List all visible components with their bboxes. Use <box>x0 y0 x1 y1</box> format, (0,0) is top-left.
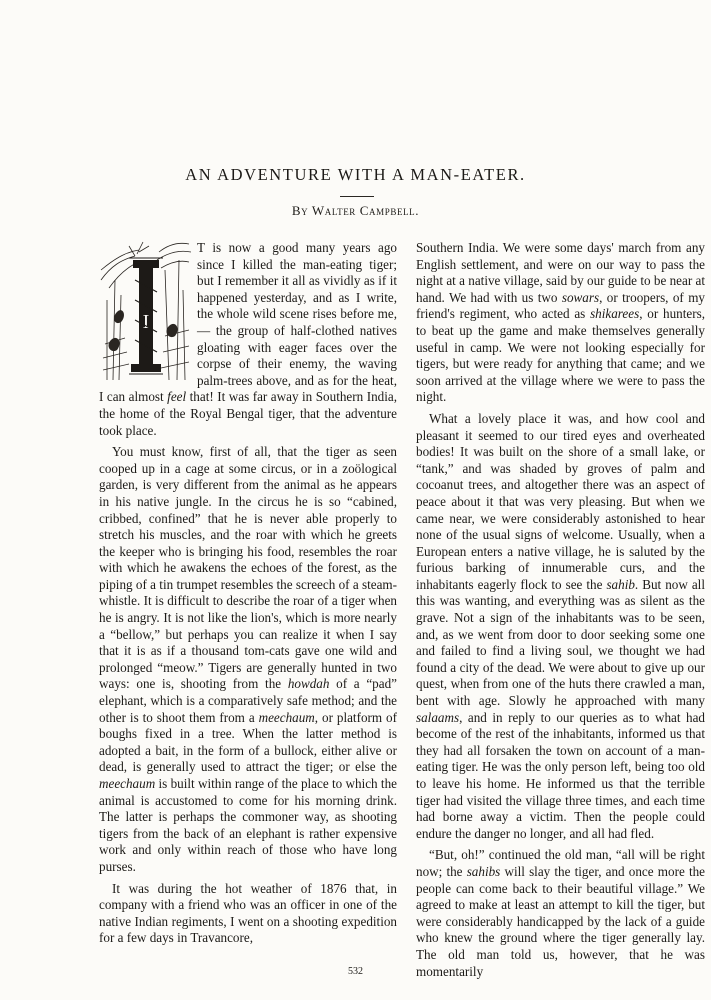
italic-term: sahibs <box>466 863 501 879</box>
paragraph <box>99 444 397 875</box>
article-byline: By Walter Campbell. <box>291 203 420 218</box>
text-run: It was during the hot weather of 1876 that, in company with a friend who was an officer in one of the native Indian regiments, I went on a shooting expedition for a few days in Travancore, <box>99 880 397 946</box>
text-run: is built within range of the place to which the animal is accustomed to come for his morning drink. The latter is perhaps the commoner way, as shooting tigers from the back of an elephant is rather expensive work and only within reach of those who have long purses. <box>99 776 397 874</box>
text-run: T is now a good many years ago since I killed the man-eating tiger; but I remember it all as vividly as if it happened yesterday, and as I write, the whole wild scene rises before me,— the group of half-clothed natives gloating with eager faces over the corpse of their enemy, the waving palm-trees above, and as for the heat, I can almost <box>99 240 397 405</box>
page-number: 532 <box>348 966 363 977</box>
text-run: Southern India. We were some days' march from any English settlement, and were on our way to pass the night at a native village, said by our guide to be near at hand. We had with us two <box>416 240 705 305</box>
paragraph <box>416 847 705 980</box>
dropcap-illustration <box>99 240 191 382</box>
italic-term: howdah <box>287 676 330 692</box>
dropcap-palm-illustration-icon <box>99 240 191 382</box>
text-run: , or troopers, of my friend's regiment, who acted as <box>416 289 705 322</box>
text-run: will slay the tiger, and once more the people can come back to their beautiful village.” We agreed to make at least an attempt to kill the tiger, but were considerably handicapped by the lack of a guide who knew the ground where the tiger generally lay. The old man told us, however, that he was momentarily <box>416 863 705 979</box>
paragraph <box>416 411 705 842</box>
italic-term: sowars <box>561 289 600 305</box>
text-run: , or platform of boughs fixed in a tree. When the latter method is adopted a bait, in the form of a bullock, either alive or dead, is generally used to attract the tiger; or else the <box>99 709 397 775</box>
right-column-text <box>416 240 705 980</box>
text-run: What a lovely place it was, and how cool and pleasant it seemed to our tired eyes and overheated bodies! It was built on the shore of a small lake, or “tank,” and was shaded by groves of palm and cocoanut trees, and altogether there was an aspect of peace about it that was very pleasing. But when we came near, we were considerably astonished to hear none of the usual signs of welcome. Usually, when a European enters a native village, he is saluted by the furious barking of innumerable curs, and the inhabitants eagerly flock to see the <box>416 410 705 592</box>
italic-term: feel <box>167 389 187 405</box>
italic-term: shikarees <box>590 306 640 322</box>
paragraph <box>416 240 705 406</box>
text-run: , and in reply to our queries as to what had become of the rest of the inhabitants, informed us that they had all forsaken the town on account of a man-eating tiger. He was the only person left, being too old to leave his home. He informed us that the terrible tiger had visited the village three times, and each time had borne away a victim. Then the people could endure the danger no longer, and all had fled. <box>416 709 705 841</box>
text-run: You must know, first of all, that the tiger as seen cooped up in a cage at some circus, or in a zoölogical garden, is very different from the animal as he appears in his native jungle. In the circus he is so “cabined, cribbed, confined” that he is never able properly to stretch his muscles, and the roar with which he greets the keeper who is bringing his food, resembles the roar with which he awakens the echoes of the forest, as the piping of a tin trumpet resembles the screech of a steam-whistle. It is difficult to describe the roar of a tiger when he is angry. It is not like the lion's, which is more nearly a “bellow,” but perhaps you can realize it when I say that it is as if a thousand tom-cats gave one wild and prolonged “meow.” Tigers are generally hunted in two ways: one is, shooting from the <box>99 444 397 692</box>
text-run: , or hunters, to beat up the game and make themselves generally useful in camp. We were not looking especially for tigers, but were ready for anything that came; and we soon arrived at the village where we were to pass the night. <box>416 306 705 405</box>
text-run: . But now all this was wanting, and everything was as silent as the grave. Not a sign of the inhabitants was to be seen, and, as we went from door to door seeking some one and failed to find a living soul, we thought we had found a city of the dead. We were about to give up our quest, when from one of the huts there crawled a man, bent with age. Slowly he approached with many <box>416 576 705 709</box>
left-column <box>99 240 397 952</box>
italic-term: meechaum <box>258 709 315 725</box>
article-title: AN ADVENTURE WITH A MAN-EATER. <box>185 165 526 184</box>
italic-term: meechaum <box>99 776 156 791</box>
italic-term: salaams <box>416 709 460 725</box>
italic-term: sahib <box>606 576 635 592</box>
text-run: of a “pad” elephant, which is a comparatively safe method; and the other is to shoot them from a <box>99 676 397 725</box>
text-run: that! It was far away in Southern India, the home of the Royal Bengal tiger, that the adventure took place. <box>99 389 397 438</box>
dropcap-letter: I <box>142 311 150 333</box>
right-column <box>416 240 705 985</box>
paragraph <box>99 881 397 947</box>
text-run: “But, oh!” continued the old man, “all will be right now; the <box>416 847 705 879</box>
title-divider <box>340 196 374 197</box>
